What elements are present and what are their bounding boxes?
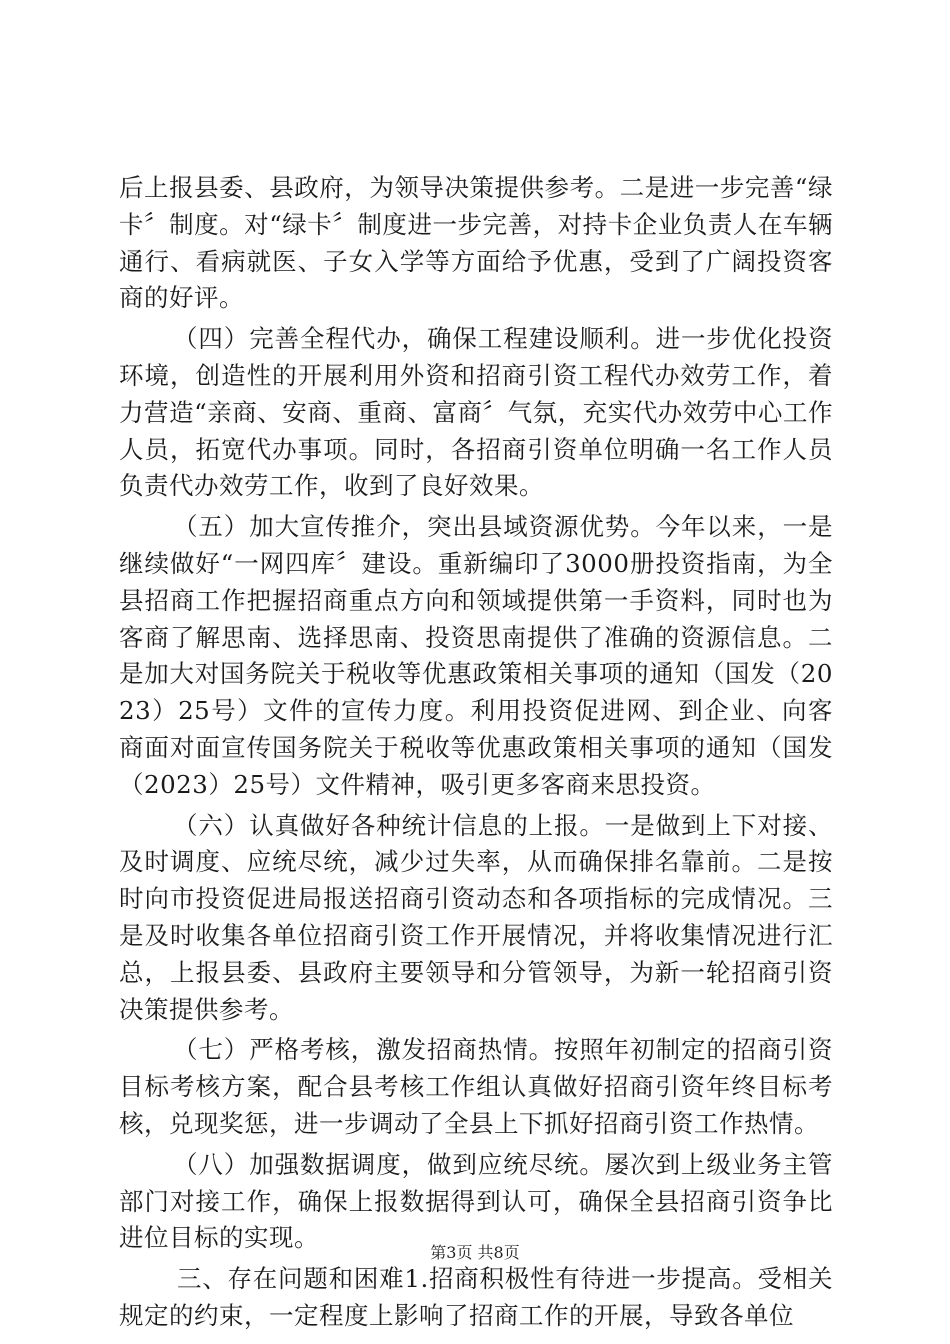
- paragraph-section-7: （七）严格考核，激发招商热情。按照年初制定的招商引资目标考核方案，配合县考核工作组认真做好招商引资年终目标考核，兑现奖惩，进一步调动了全县上下抓好招商引资工作热情。: [119, 1035, 833, 1138]
- paragraph-continuation: 后上报县委、县政府，为领导决策提供参考。二是进一步完善“绿卡〞制度。对“绿卡〞制度进一步完善，对持卡企业负责人在车辆通行、看病就医、子女入学等方面给予优惠，受到了广阔投资客商的好评。: [119, 173, 833, 313]
- paragraph-section-6: （六）认真做好各种统计信息的上报。一是做到上下对接、及时调度、应统尽统，减少过失率，从而确保排名靠前。二是按时向市投资促进局报送招商引资动态和各项指标的完成情况。三是及时收集各单位招商引资工作开展情况，并将收集情况进行汇总，上报县委、县政府主要领导和分管领导，为新一轮招商引资决策提供参考。: [119, 810, 833, 1024]
- paragraph-section-5: （五）加大宣传推介，突出县域资源优势。今年以来，一是继续做好“一网四库〞建设。重新编印了3000册投资指南，为全县招商工作把握招商重点方向和领域提供第一手资料，同时也为客商了解思南、选择思南、投资思南提供了准确的资源信息。二是加大对国务院关于税收等优惠政策相关事项的通知（国发（2023）25号）文件的宣传力度。利用投资促进网、到企业、向客商面对面宣传国务院关于税收等优惠政策相关事项的通知（国发（2023）25号）文件精神，吸引更多客商来思投资。: [119, 512, 833, 799]
- paragraph-problems-heading: 三、存在问题和困难1.招商积极性有待进一步提高。受相关规定的约束，一定程度上影响了招商工作的开展，导致各单位: [119, 1264, 833, 1330]
- document-body: [119, 170, 833, 1339]
- page-footer: 第3页 共8页: [430, 1243, 520, 1262]
- paragraph-section-4: （四）完善全程代办，确保工程建设顺利。进一步优化投资环境，创造性的开展利用外资和招商引资工程代办效劳工作，着力营造“亲商、安商、重商、富商〞气氛，充实代办效劳中心工作人员，拓宽代办事项。同时，各招商引资单位明确一名工作人员负责代办效劳工作，收到了良好效果。: [119, 324, 833, 501]
- paragraph-section-8: （八）加强数据调度，做到应统尽统。屡次到上级业务主管部门对接工作，确保上报数据得到认可，确保全县招商引资争比进位目标的实现。: [119, 1149, 833, 1253]
